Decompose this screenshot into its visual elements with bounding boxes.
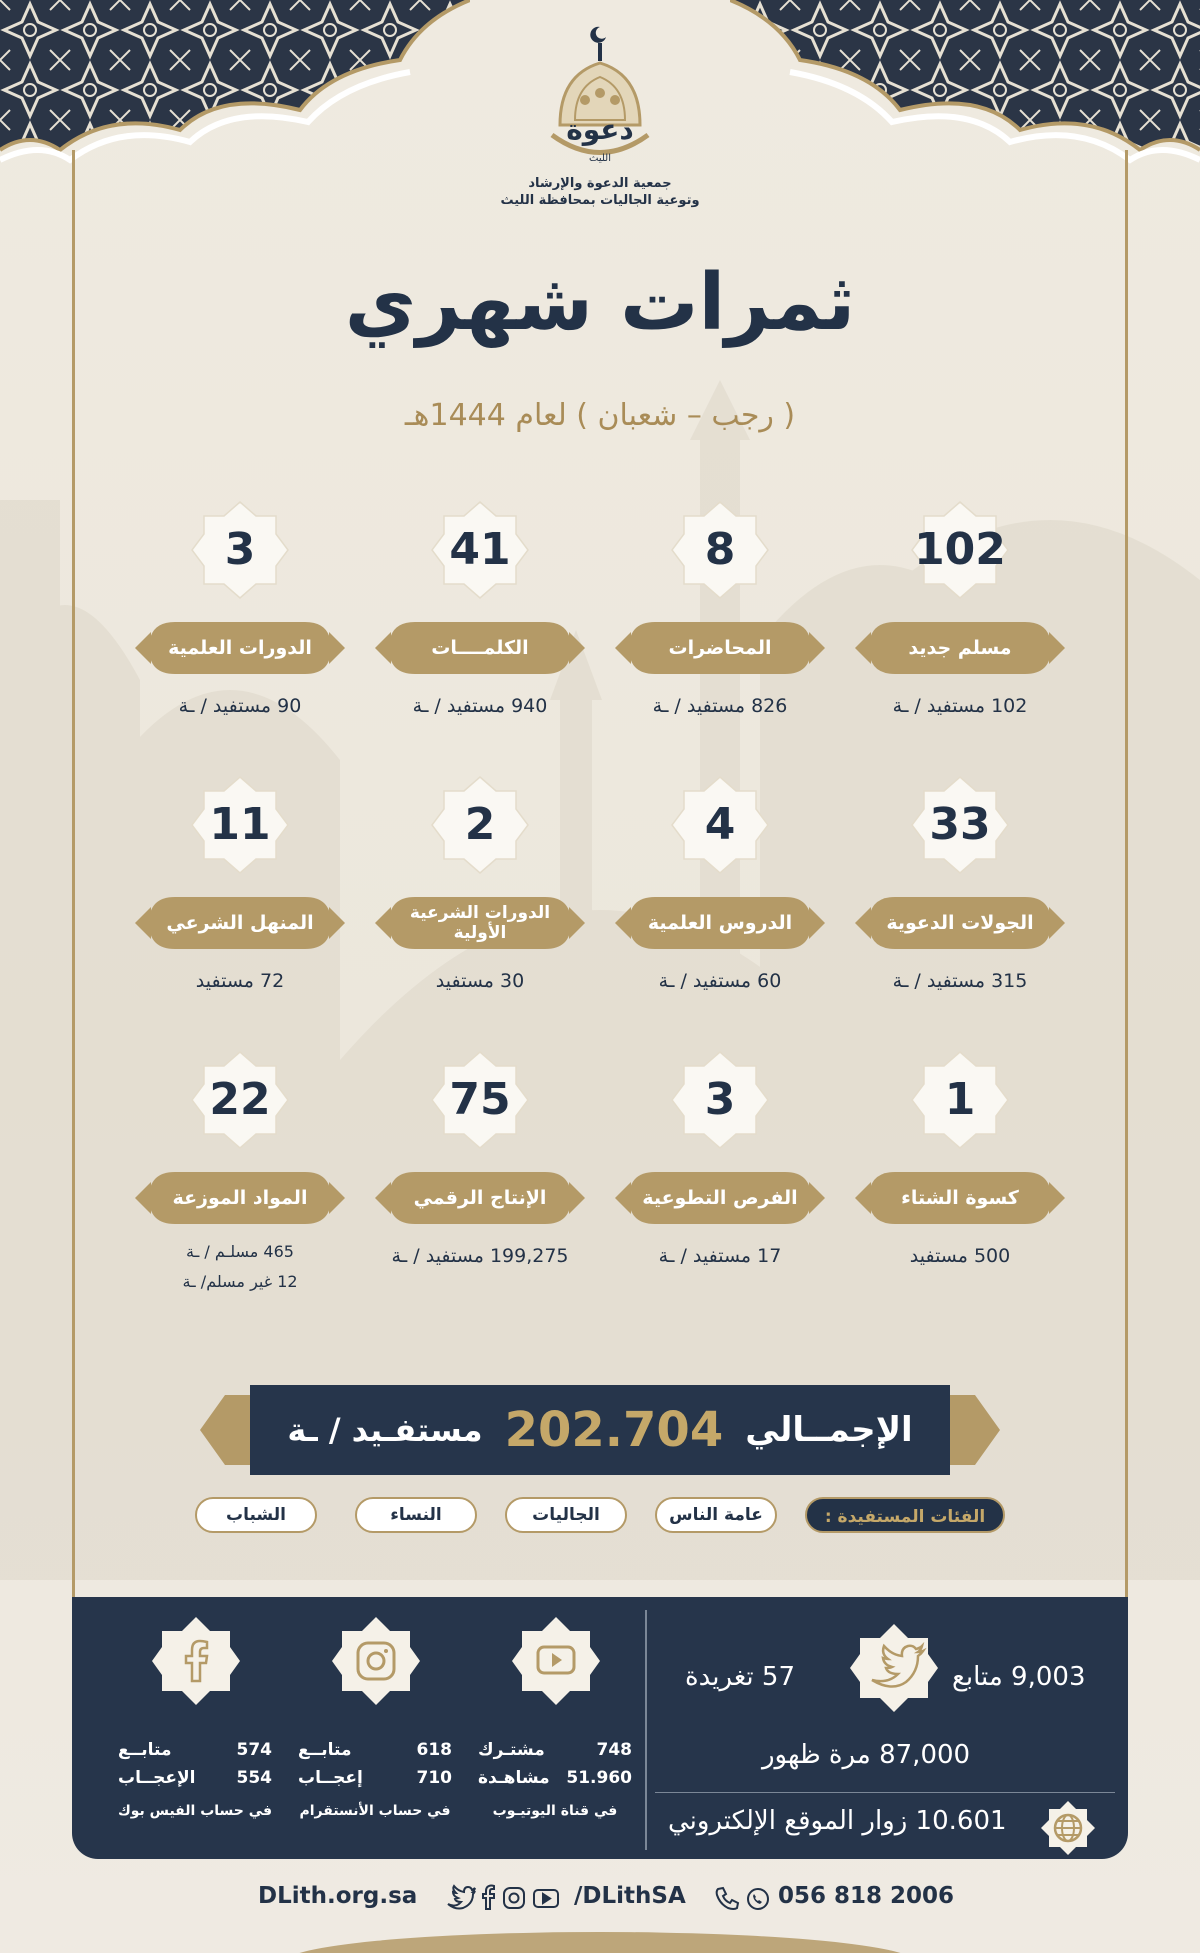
stat-beneficiaries: 940 مستفيد / ـة <box>412 695 548 717</box>
category-pill: الشباب <box>195 1497 317 1533</box>
stat-beneficiaries: 30 مستفيد <box>435 970 525 992</box>
stat-beneficiaries: 102 مستفيد / ـة <box>892 695 1028 717</box>
stat-label: الفرص التطوعية <box>642 1187 798 1209</box>
stat-number-badge <box>910 1050 1010 1150</box>
stat-card <box>125 775 355 1035</box>
stat-number-badge <box>430 1050 530 1150</box>
panel-divider-vertical <box>645 1610 647 1850</box>
stat-number: 3 <box>224 524 256 575</box>
stat-beneficiaries: 465 مسلـم / ـة <box>186 1242 294 1261</box>
stat-card <box>845 1050 1075 1310</box>
twitter-icon <box>848 1622 940 1714</box>
stat-label: كسوة الشتاء <box>901 1187 1019 1209</box>
stat-number-badge <box>190 500 290 600</box>
globe-icon <box>1040 1800 1096 1856</box>
stat-label-ribbon <box>135 893 345 953</box>
stat-label-ribbon <box>375 1168 585 1228</box>
category-pill: الجاليات <box>505 1497 627 1533</box>
total-banner <box>200 1385 1000 1475</box>
islamic-pattern-corner-right <box>730 0 1200 175</box>
twitter-icon <box>448 1886 475 1909</box>
facebook-icon <box>483 1886 494 1910</box>
stat-card <box>605 500 835 760</box>
instagram-likes-label: إعجــاب <box>298 1768 363 1788</box>
page-title: ثمرات شهري <box>344 258 856 348</box>
stat-label-ribbon <box>855 1168 1065 1228</box>
whatsapp-icon <box>748 1889 768 1909</box>
stat-number: 3 <box>704 1074 736 1125</box>
stat-beneficiaries: 60 مستفيد / ـة <box>658 970 782 992</box>
facebook-followers: 574 <box>236 1740 272 1760</box>
stat-card <box>365 775 595 1035</box>
stat-label: المنهل الشرعي <box>166 912 314 934</box>
footer-social-icons <box>446 1884 564 1912</box>
youtube-subscribers: 748 <box>596 1740 632 1760</box>
islamic-pattern-corner-left <box>0 0 470 175</box>
stat-number: 102 <box>914 524 1006 575</box>
youtube-views-label: مشاهـدة <box>478 1768 550 1788</box>
stat-number-badge <box>190 775 290 875</box>
stat-card <box>845 500 1075 760</box>
footer-phone[interactable]: 056 818 2006 <box>778 1883 955 1909</box>
stat-number-badge <box>670 500 770 600</box>
instagram-stats <box>290 1615 460 1845</box>
stat-number-badge <box>910 775 1010 875</box>
stat-label: الدورات العلمية <box>168 637 312 659</box>
stat-beneficiaries: 500 مستفيد <box>909 1245 1011 1267</box>
logo-subword: الليث <box>589 153 611 164</box>
page-subtitle: ( رجب – شعبان ) لعام 1444هـ <box>404 398 796 433</box>
total-value: 202.704 <box>504 1402 724 1458</box>
stat-label: الدروس العلمية <box>647 912 793 934</box>
stat-label-ribbon <box>615 1168 825 1228</box>
stat-label-ribbon <box>615 618 825 678</box>
bottom-decorative-arc <box>285 1932 915 1953</box>
frame-line-right <box>1125 150 1128 1600</box>
instagram-likes: 710 <box>416 1768 452 1788</box>
stat-card <box>845 775 1075 1035</box>
youtube-views: 51.960 <box>566 1768 632 1788</box>
stat-number-badge <box>670 1050 770 1150</box>
stat-label-ribbon <box>855 618 1065 678</box>
org-name-line1: جمعية الدعوة والإرشاد <box>528 176 672 191</box>
stat-number-badge <box>430 500 530 600</box>
facebook-icon <box>150 1615 242 1707</box>
stat-number-badge <box>190 1050 290 1150</box>
stat-card <box>605 1050 835 1310</box>
facebook-likes: 554 <box>236 1768 272 1788</box>
stat-number-badge <box>670 775 770 875</box>
stat-label: الكلمــــات <box>431 637 529 659</box>
instagram-caption: في حساب الأنستقرام <box>299 1803 451 1819</box>
stat-label: الدورات الشرعية الأولية <box>409 903 551 943</box>
stat-beneficiaries: 315 مستفيد / ـة <box>892 970 1028 992</box>
stat-label-ribbon <box>375 618 585 678</box>
category-pill: عامة الناس <box>655 1497 777 1533</box>
stat-number: 11 <box>209 799 271 850</box>
stat-beneficiaries: 72 مستفيد <box>195 970 285 992</box>
stat-label: المواد الموزعة <box>172 1187 308 1209</box>
instagram-followers-label: متابــع <box>298 1740 352 1760</box>
stat-card <box>125 500 355 760</box>
stat-label-ribbon <box>855 893 1065 953</box>
twitter-tweets: 57 تغريدة <box>685 1662 795 1692</box>
instagram-icon <box>504 1888 524 1908</box>
youtube-subscribers-label: مشتـرك <box>478 1740 545 1760</box>
stat-card <box>605 775 835 1035</box>
stat-number: 8 <box>704 524 736 575</box>
logo-word: دعوة <box>566 113 634 146</box>
stat-number-badge <box>910 500 1010 600</box>
footer-phone-icons <box>714 1886 772 1912</box>
org-logo <box>530 25 670 175</box>
category-pill: النساء <box>355 1497 477 1533</box>
stat-number: 2 <box>464 799 496 850</box>
stat-card <box>365 1050 595 1310</box>
stat-number: 41 <box>449 524 511 575</box>
facebook-followers-label: متابــع <box>118 1740 172 1760</box>
footer-handle[interactable]: /DLithSA <box>574 1883 686 1909</box>
stat-label-ribbon <box>135 618 345 678</box>
stat-beneficiaries-secondary: 12 غير مسلم/ ـة <box>182 1272 298 1291</box>
stat-beneficiaries: 90 مستفيد / ـة <box>178 695 302 717</box>
stat-card <box>365 500 595 760</box>
stat-label-ribbon <box>615 893 825 953</box>
website-visitors: 10.601 زوار الموقع الإلكتروني <box>668 1806 1007 1836</box>
stat-number: 33 <box>929 799 991 850</box>
stat-number: 75 <box>449 1074 511 1125</box>
beneficiary-categories <box>195 1497 1005 1537</box>
stat-card <box>125 1050 355 1310</box>
stat-beneficiaries: 199,275 مستفيد / ـة <box>391 1245 569 1267</box>
categories-heading: الفئات المستفيدة : <box>805 1497 1005 1533</box>
frame-line-left <box>72 150 75 1600</box>
facebook-stats <box>110 1615 280 1845</box>
youtube-stats <box>470 1615 640 1845</box>
total-label: الإجمــالي <box>745 1410 913 1450</box>
stat-number: 1 <box>944 1074 976 1125</box>
phone-icon <box>717 1888 738 1909</box>
youtube-caption: في قناة اليوتيـوب <box>492 1803 618 1819</box>
stat-number-badge <box>430 775 530 875</box>
panel-divider-horizontal <box>655 1792 1115 1793</box>
total-unit: مستفـيد / ـة <box>287 1411 483 1449</box>
instagram-followers: 618 <box>416 1740 452 1760</box>
stat-number: 4 <box>704 799 736 850</box>
facebook-likes-label: الإعجــاب <box>118 1768 196 1788</box>
stat-label: المحاضرات <box>668 637 772 659</box>
instagram-icon <box>330 1615 422 1707</box>
twitter-impressions: 87,000 مرة ظهور <box>762 1740 971 1770</box>
facebook-caption: في حساب الفيس بوك <box>117 1803 273 1819</box>
twitter-followers: 9,003 متابع <box>952 1662 1086 1692</box>
stat-beneficiaries: 17 مستفيد / ـة <box>658 1245 782 1267</box>
footer-website[interactable]: DLith.org.sa <box>258 1883 418 1909</box>
org-name <box>430 175 770 209</box>
stat-label: مسلم جديد <box>908 637 1012 659</box>
stat-beneficiaries: 826 مستفيد / ـة <box>652 695 788 717</box>
youtube-icon <box>510 1615 602 1707</box>
stat-label: الجولات الدعوية <box>886 912 1034 934</box>
stat-label-ribbon <box>135 1168 345 1228</box>
total-text <box>260 1385 940 1475</box>
stat-number: 22 <box>209 1074 271 1125</box>
stat-label: الإنتاج الرقمي <box>413 1187 547 1209</box>
org-name-line2: وتوعية الجاليات بمحافظة الليث <box>500 193 700 208</box>
stat-label-ribbon <box>375 893 585 953</box>
